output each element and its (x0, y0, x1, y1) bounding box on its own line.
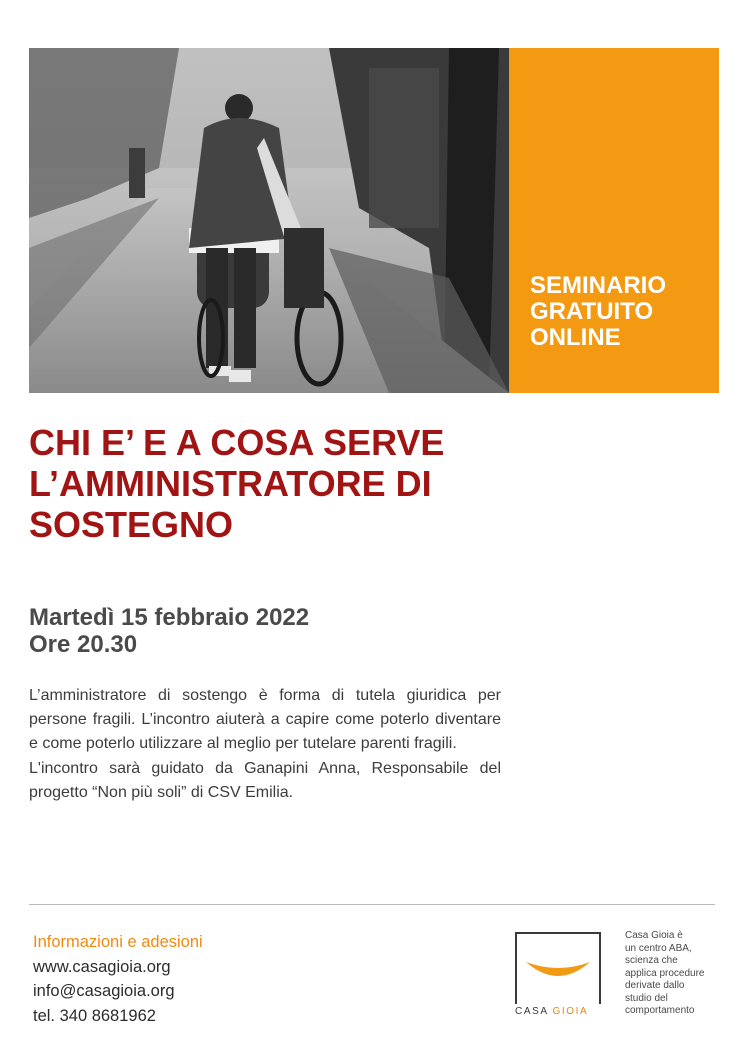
blurb-line: derivate dallo (625, 980, 685, 991)
organization-blurb (625, 930, 735, 1018)
title-line: CHI E’ E A COSA SERVE (29, 422, 445, 463)
blurb-line: comportamento (625, 1005, 695, 1016)
event-datetime (29, 604, 309, 658)
seminar-title (29, 422, 589, 545)
smile-icon (524, 960, 592, 982)
blurb-line: applica procedure (625, 967, 705, 979)
title-line: SOSTEGNO (29, 504, 234, 545)
email-link[interactable]: info@casagioia.org (33, 982, 175, 1000)
phone-number: tel. 340 8681962 (33, 1006, 156, 1025)
divider (29, 904, 715, 905)
hero-photo (29, 48, 509, 393)
contact-heading: Informazioni e adesioni (33, 933, 203, 951)
seminar-label: SEMINARIO GRATUITO ONLINE (530, 272, 667, 351)
blurb-line: un centro ABA, (625, 942, 692, 954)
wheelchair-photo (29, 48, 509, 393)
title-line: L’AMMINISTRATORE DI (29, 463, 432, 504)
casa-gioia-logo (515, 932, 601, 1022)
logo-wordmark (515, 1006, 603, 1017)
logo-word-casa: CASA (515, 1006, 549, 1017)
contact-info (33, 930, 203, 1028)
event-date: Martedì 15 febbraio 2022 (29, 604, 310, 631)
blurb-line: Casa Gioia è (625, 930, 683, 941)
logo-word-gioia: GIOIA (552, 1006, 589, 1017)
seminar-banner (509, 48, 719, 393)
description-paragraph: L'incontro sarà guidato da Ganapini Anna, Responsabile del progetto “Non più soli” di CSV Emilia. (29, 759, 501, 801)
blurb-line: studio del (625, 992, 668, 1004)
website-link[interactable]: www.casagioia.org (33, 957, 171, 976)
description-paragraph: L’amministratore di sostengo è forma di tutela giuridica per persone fragili. L’incontro aiuterà a capire come poterlo diventare e come poterlo utilizzare al meglio per tutelare parenti fragili. (29, 687, 501, 753)
event-description (29, 684, 501, 805)
event-time: Ore 20.30 (29, 631, 138, 658)
blurb-line: scienza che (625, 955, 678, 966)
